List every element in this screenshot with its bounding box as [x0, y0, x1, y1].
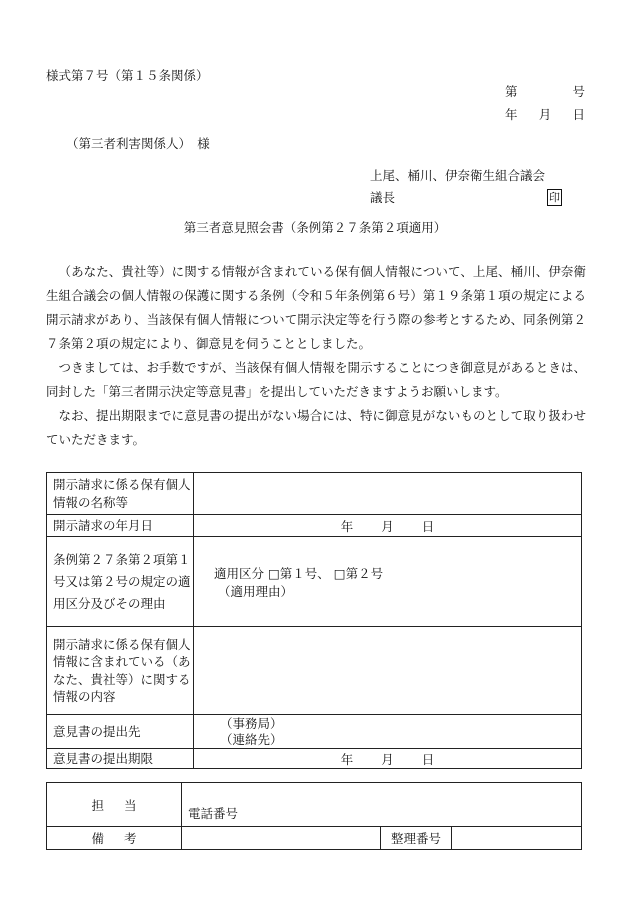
row-value-submit-to[interactable] [194, 715, 582, 749]
row-value-application[interactable] [194, 537, 582, 627]
application-category: 適用区分 □第１号、 □第２号 [214, 565, 384, 581]
ref-go: 号 [572, 84, 585, 99]
tsuki-label: 月 [381, 518, 394, 534]
phone-cell[interactable] [182, 783, 582, 827]
submit-office: （事務局） [220, 715, 283, 731]
body-paragraph-2: つきましては、お手数ですが、当該保有個人情報を開示することにつき御意見があるときは、同封した「第三者開示決定等意見書」を提出していただきますようお願いします。 [46, 360, 586, 399]
table-row [47, 515, 582, 537]
row-value-content[interactable] [194, 627, 582, 715]
table-row [47, 473, 582, 515]
sender-org: 上尾、桶川、伊奈衛生組合議会 [370, 168, 546, 183]
row-label-deadline: 意見書の提出期限 [47, 749, 194, 769]
row-value-deadline[interactable] [194, 749, 582, 769]
table-row [47, 827, 582, 850]
row-value-name[interactable] [194, 473, 582, 515]
body-paragraph-3: なお、提出期限までに意見書の提出がない場合には、特に御意見がないものとして取り扱わせていただきます。 [46, 408, 586, 447]
phone-label: 電話番号 [188, 806, 239, 821]
row-label-application: 条例第２７条第２項第１号又は第２号の規定の適用区分及びその理由 [47, 537, 194, 627]
row-label-request-date: 開示請求の年月日 [47, 515, 194, 537]
date-nen: 年 [505, 107, 518, 122]
hi-label: 日 [421, 751, 435, 767]
reference-number-block [505, 82, 585, 123]
body-text [46, 260, 586, 452]
seiri-bango-label: 整理番号 [381, 827, 452, 850]
table-row [47, 715, 582, 749]
table-row [47, 783, 582, 827]
tsuki-label: 月 [381, 751, 394, 767]
seal-mark: 印 [549, 190, 561, 204]
application-reason: （適用理由） [218, 583, 294, 599]
biko-value[interactable] [182, 827, 381, 850]
document-title: 第三者意見照会書（条例第２７条第２項適用） [183, 220, 447, 235]
row-value-request-date[interactable] [194, 515, 582, 537]
row-label-submit-to: 意見書の提出先 [47, 715, 194, 749]
seiri-bango-value[interactable] [452, 827, 582, 850]
form-number: 様式第７号（第１５条関係） [46, 68, 209, 83]
row-label-name: 開示請求に係る保有個人情報の名称等 [47, 473, 194, 515]
hi-label: 日 [421, 518, 435, 534]
sender-chair: 議長 [370, 190, 396, 205]
biko-label: 備考 [47, 827, 182, 850]
date-tsuki: 月 [538, 107, 552, 122]
sender-block [370, 166, 562, 206]
office-use-table [46, 782, 582, 850]
inquiry-table [46, 472, 582, 769]
ref-dai: 第 [505, 84, 518, 99]
row-label-content: 開示請求に係る保有個人情報に含まれている（あなた、貴社等）に関する情報の内容 [47, 627, 194, 715]
date-hi: 日 [572, 107, 585, 122]
table-row [47, 627, 582, 715]
submit-contact: （連絡先） [220, 731, 283, 747]
nen-label: 年 [340, 518, 354, 534]
body-paragraph-1: （あなた、貴社等）に関する情報が含まれている保有個人情報について、上尾、桶川、伊奈衛生組合議会の個人情報の保護に関する条例（令和５年条例第６号）第１９条第１項の規定による開示請求があり、当該保有個人情報について開示決定等を行う際の参考とするため、同条例第２７条第２項の規定により、御意見を伺うこととしました。 [46, 264, 586, 351]
table-row [47, 537, 582, 627]
table-row [47, 749, 582, 769]
tanto-label: 担当 [47, 783, 182, 827]
addressee: （第三者利害関係人） 様 [66, 136, 210, 151]
nen-label: 年 [340, 751, 354, 767]
